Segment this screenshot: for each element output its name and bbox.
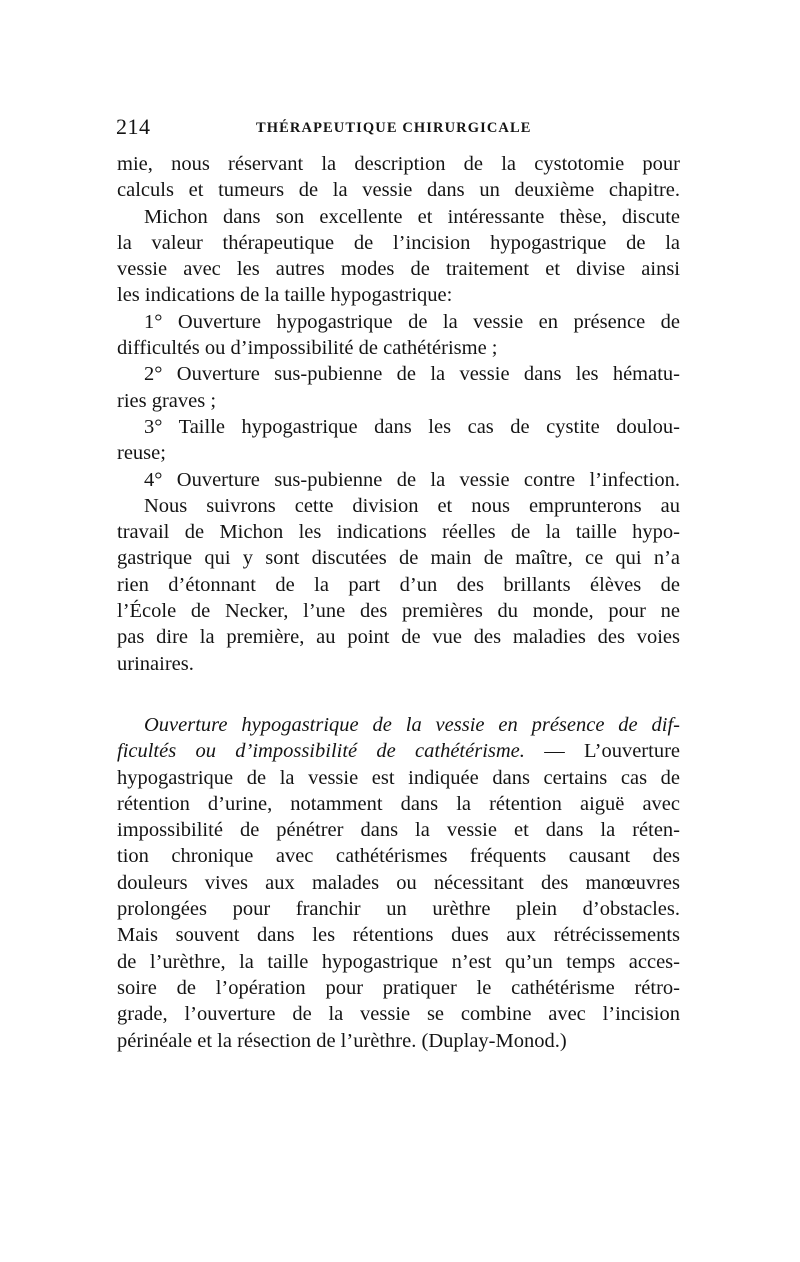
text-line: Michon dans son excellente et intéressante thèse, discute <box>144 205 680 228</box>
page-header <box>116 114 681 144</box>
running-head: THÉRAPEUTIQUE CHIRURGICALE <box>256 120 532 136</box>
text-line: tion chronique avec cathétérismes fréquents causant des <box>117 845 680 868</box>
section-heading-line: Ouverture hypogastrique de la vessie en présence de dif- <box>144 714 680 736</box>
section-heading-line <box>117 738 680 764</box>
body-text-block-1 <box>117 151 680 677</box>
text-line: vessie avec les autres modes de traitement et divise ainsi <box>117 258 680 281</box>
page-number: 214 <box>116 114 151 139</box>
text-line: douleurs vives aux malades ou nécessitant des manœuvres <box>117 871 680 894</box>
text-line: hypogastrique de la vessie est indiquée dans certains cas de <box>117 766 680 789</box>
text-line: calculs et tumeurs de la vessie dans un deuxième chapitre. <box>117 179 680 202</box>
text-line: 3° Taille hypogastrique dans les cas de cystite doulou- <box>144 415 680 438</box>
text-line: mie, nous réservant la description de la cystotomie pour <box>117 153 680 175</box>
section-heading-italic: ficultés ou d’impossibilité de cathétérisme. <box>117 740 525 763</box>
text-line: travail de Michon les indications réelles de la taille hypo- <box>117 521 680 544</box>
text-line: l’École de Necker, l’une des premières du monde, pour ne <box>117 600 680 623</box>
text-line: soire de l’opération pour pratiquer le cathétérisme rétro- <box>117 976 680 999</box>
text-line: gastrique qui y sont discutées de main de maître, ce qui n’a <box>117 547 680 570</box>
text-line: rétention d’urine, notamment dans la rétention aiguë avec <box>117 792 680 815</box>
text-line: de l’urèthre, la taille hypogastrique n’est qu’un temps acces- <box>117 950 680 973</box>
text-line: Nous suivrons cette division et nous emprunterons au <box>144 494 680 517</box>
text-line: Mais souvent dans les rétentions dues aux rétrécissements <box>117 924 680 947</box>
section-text: — L’ouverture <box>524 740 680 763</box>
text-line: 1° Ouverture hypogastrique de la vessie en présence de <box>144 310 680 333</box>
text-line: urinaires. <box>117 652 194 675</box>
text-line: périnéale et la résection de l’urèthre. (Duplay-Monod.) <box>117 1029 567 1052</box>
text-line: impossibilité de pénétrer dans la vessie et dans la réten- <box>117 819 680 842</box>
text-line: la valeur thérapeutique de l’incision hypogastrique de la <box>117 231 680 254</box>
text-line: difficultés ou d’impossibilité de cathétérisme ; <box>117 337 498 360</box>
body-text-block-2 <box>117 712 680 1054</box>
text-line: reuse; <box>117 442 166 465</box>
text-line: 4° Ouverture sus-pubienne de la vessie contre l’infection. <box>144 468 680 491</box>
text-line: rien d’étonnant de la part d’un des brillants élèves de <box>117 573 680 596</box>
text-line: les indications de la taille hypogastrique: <box>117 284 453 307</box>
text-line: pas dire la première, au point de vue des maladies des voies <box>117 626 680 649</box>
text-line: prolongées pour franchir un urèthre plein d’obstacles. <box>117 898 680 921</box>
text-line: ries graves ; <box>117 389 217 412</box>
text-line: grade, l’ouverture de la vessie se combine avec l’incision <box>117 1003 680 1026</box>
text-line: 2° Ouverture sus-pubienne de la vessie dans les hématu- <box>144 363 680 386</box>
